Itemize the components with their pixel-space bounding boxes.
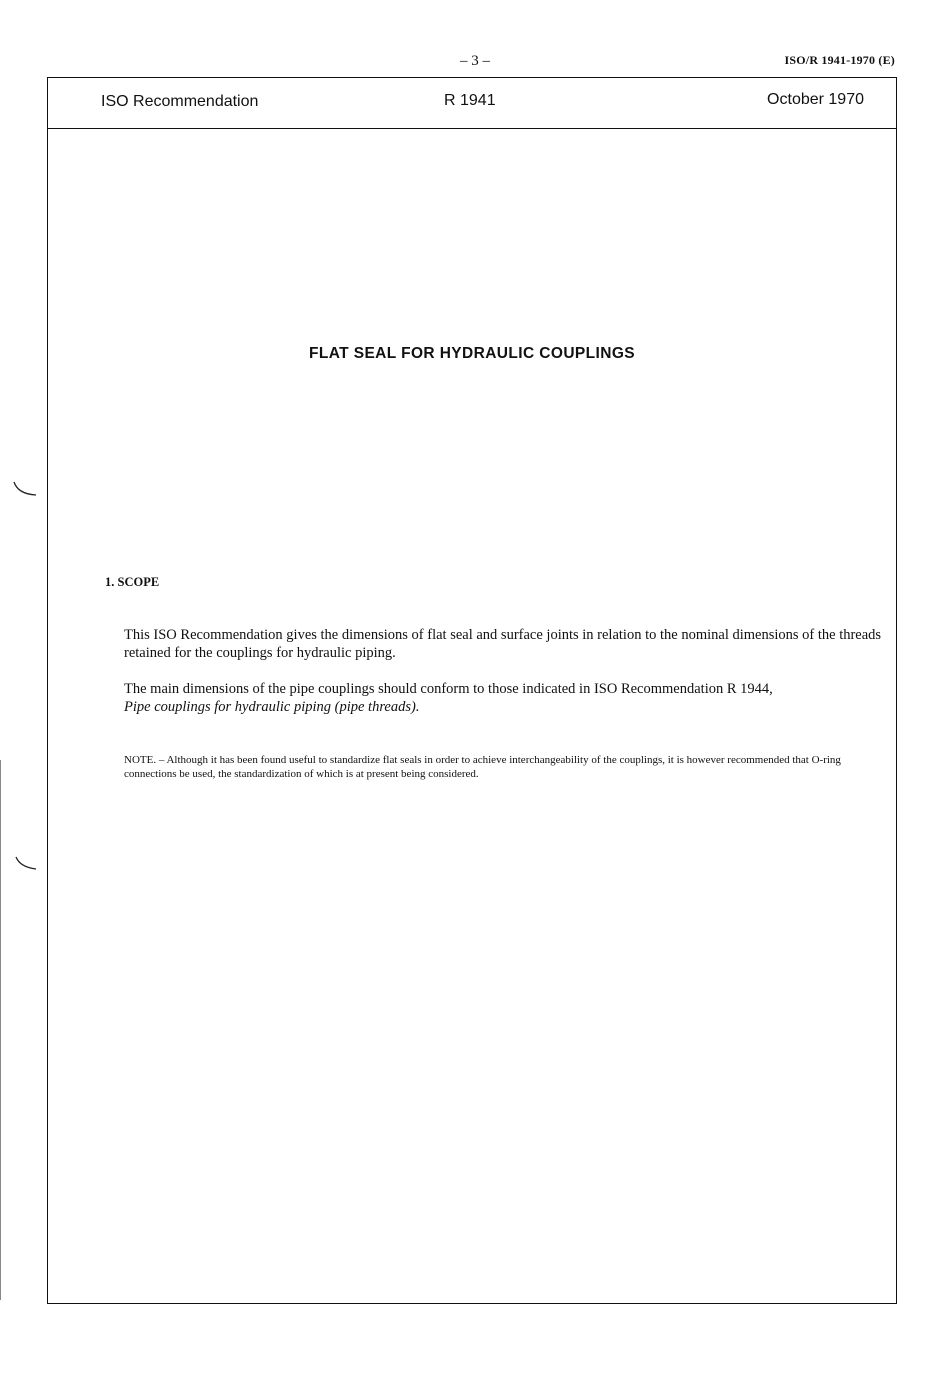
header-document-number: R 1941 [444,92,496,109]
scope-note: NOTE. – Although it has been found useful to standardize flat seals in order to achieve interchangeability of the couplings, it is however recommended that O-ring connections be used, the standardization of which is at present being considered. [124,754,841,780]
header-band [48,78,896,129]
scope-paragraph-1: This ISO Recommendation gives the dimensions of flat seal and surface joints in relation to the nominal dimensions of the threads retained for the couplings for hydraulic piping. [124,627,882,661]
scope-paragraph-2-text: The main dimensions of the pipe couplings should conform to those indicated in ISO Recommendation R 1944, [124,681,773,697]
scope-paragraph-2 [124,680,884,716]
document-reference: ISO/R 1941-1970 (E) [784,53,895,67]
page-frame [47,77,897,1304]
scan-margin-line [0,760,1,1300]
section-heading: 1. SCOPE [105,575,160,589]
referenced-standard-title: Pipe couplings for hydraulic piping (pipe threads). [124,699,420,715]
scan-artifact-mark [12,480,38,500]
header-date: October 1970 [767,91,864,108]
document-title: FLAT SEAL FOR HYDRAULIC COUPLINGS [308,345,636,362]
scan-artifact-mark [12,855,38,875]
page-number: – 3 – [460,53,490,69]
header-document-type: ISO Recommendation [101,93,259,110]
